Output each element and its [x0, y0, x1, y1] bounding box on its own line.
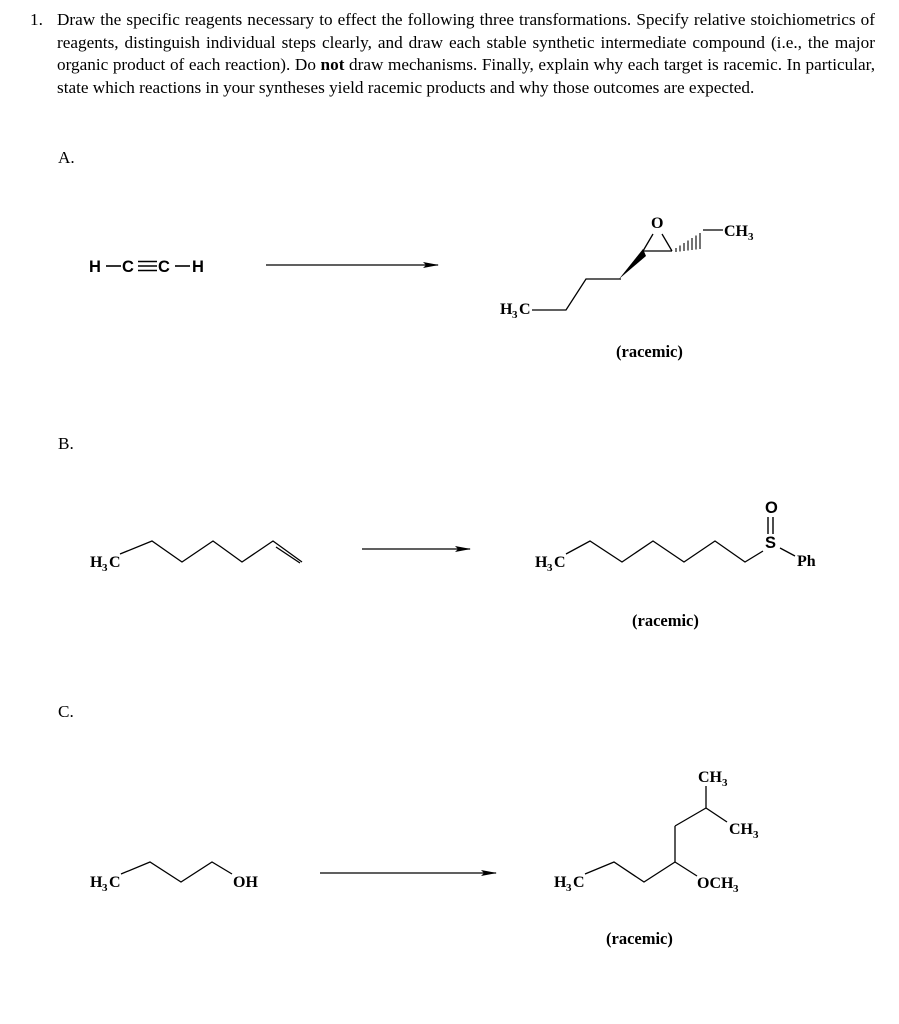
ether-h3c-h: H	[554, 874, 567, 891]
alkene-h3c-sub: 3	[102, 562, 108, 574]
acetylene-triple-bond	[138, 262, 157, 271]
acetylene-h-left: H	[89, 258, 101, 276]
ether-och-sub: 3	[733, 883, 739, 895]
butanol-h3c-sub: 3	[102, 882, 108, 894]
epoxide-h3c-c: C	[519, 301, 531, 318]
alkene-double-bond-inner	[276, 547, 300, 563]
section-c-racemic-label: (racemic)	[606, 929, 673, 948]
epoxide-c-o-right	[662, 234, 672, 251]
epoxide-ch: CH	[724, 223, 748, 240]
alkene-h3c-h: H	[90, 554, 103, 571]
sulfoxide-h3c-c: C	[554, 554, 566, 571]
ether-c-o-bond	[675, 862, 697, 876]
ether-chain-bonds	[585, 862, 675, 882]
sulfoxide-oxygen: O	[765, 499, 778, 517]
alkene-h3c-c: C	[109, 554, 121, 571]
ether-branch-bond	[675, 808, 706, 826]
epoxide-h3c-sub: 3	[512, 309, 518, 321]
question-number: 1.	[30, 10, 43, 29]
epoxide-wedge-bond	[619, 249, 646, 279]
section-c-product-ether	[554, 769, 759, 895]
sulfoxide-chain-bonds	[566, 541, 763, 562]
butanol-h3c-c: C	[109, 874, 121, 891]
acetylene-c1: C	[122, 258, 134, 276]
epoxide-hash-bond	[676, 233, 700, 252]
section-c-reactant-butanol	[90, 862, 258, 894]
section-b-reactant-alkene	[90, 541, 302, 574]
ether-ch3-right-sub: 3	[753, 829, 759, 841]
epoxide-ch-sub: 3	[748, 231, 754, 243]
butanol-chain-bonds	[121, 862, 232, 882]
epoxide-h3c-h: H	[500, 301, 513, 318]
section-a-label: A.	[58, 148, 75, 167]
ether-ch3-top: CH	[698, 769, 722, 786]
acetylene-c2: C	[158, 258, 170, 276]
butanol-h3c-h: H	[90, 874, 103, 891]
sulfoxide-s-ph-bond	[780, 548, 795, 556]
sulfoxide-h3c-sub: 3	[547, 562, 553, 574]
ether-ch3-right: CH	[729, 821, 753, 838]
epoxide-chain-bonds	[532, 279, 621, 310]
section-a-reactant-acetylene	[89, 258, 204, 276]
epoxide-oxygen: O	[651, 215, 664, 232]
sulfoxide-sulfur: S	[765, 534, 777, 552]
section-a-product-epoxide	[500, 215, 754, 321]
section-a-racemic-label: (racemic)	[616, 342, 683, 361]
alkene-chain-bonds	[120, 541, 302, 562]
section-b-racemic-label: (racemic)	[632, 611, 699, 630]
section-b-product-sulfoxide	[535, 499, 816, 574]
question-text-before: Draw the specific reagents necessary to effect the following three transformations. Specify relative stoichiometrics of reagents, distinguish individual steps clearly, and draw each stable synthetic intermediate compound (i.e., the major organic product of each reaction). Do	[57, 10, 875, 75]
question-emphasis: not	[320, 55, 345, 75]
sulfoxide-phenyl: Ph	[797, 553, 816, 570]
section-b-label: B.	[58, 434, 74, 453]
sulfoxide-h3c-h: H	[535, 554, 548, 571]
ether-h3c-sub: 3	[566, 882, 572, 894]
ether-ch3-top-sub: 3	[722, 777, 728, 789]
acetylene-h-right: H	[192, 258, 204, 276]
question-text-after: draw mechanisms. Finally, explain why each target is racemic. In particular, state which reactions in your syntheses yield racemic products and why those outcomes are expected.	[57, 55, 875, 97]
epoxide-c-o-left	[643, 234, 653, 251]
ether-h3c-c: C	[573, 874, 585, 891]
ether-methyl-right-bond	[706, 808, 727, 822]
butanol-oh: OH	[233, 874, 258, 891]
ether-och: OCH	[697, 875, 734, 892]
section-c-label: C.	[58, 702, 74, 721]
